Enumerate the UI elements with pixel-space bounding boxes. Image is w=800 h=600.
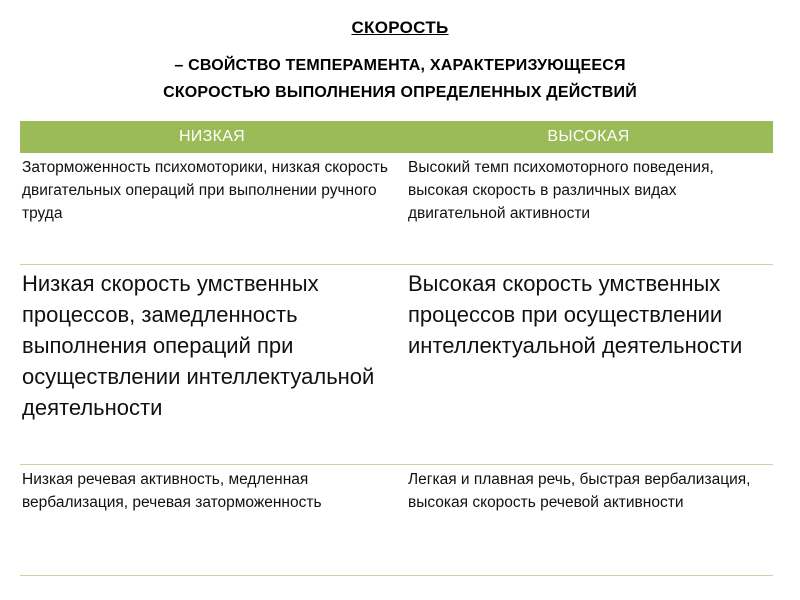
slide-subtitle	[60, 52, 740, 106]
cell-low: Низкая скорость умственных процессов, замедленность выполнения операций при осуществлении интеллектуальной деятельности	[20, 265, 404, 465]
cell-low: Низкая речевая активность, медленная вербализация, речевая заторможенность	[20, 465, 404, 576]
cell-high: Легкая и плавная речь, быстрая вербализация, высокая скорость речевой активности	[404, 465, 773, 576]
cell-high: Высокая скорость умственных процессов при осуществлении интеллектуальной деятельности	[404, 265, 773, 465]
table-row	[20, 265, 773, 465]
subtitle-line-2: СКОРОСТЬЮ ВЫПОЛНЕНИЯ ОПРЕДЕЛЕННЫХ ДЕЙСТВИЙ	[163, 84, 637, 101]
slide-title: СКОРОСТЬ	[351, 18, 449, 37]
table-row	[20, 153, 773, 265]
header-high: ВЫСОКАЯ	[404, 121, 773, 153]
cell-low: Заторможенность психомоторики, низкая скорость двигательных операций при выполнении ручного труда	[20, 153, 404, 265]
subtitle-line-1: – СВОЙСТВО ТЕМПЕРАМЕНТА, ХАРАКТЕРИЗУЮЩЕЕСЯ	[174, 57, 626, 74]
table-row	[20, 465, 773, 576]
cell-high: Высокий темп психомоторного поведения, высокая скорость в различных видах двигательной активности	[404, 153, 773, 265]
table-header-row	[20, 121, 773, 153]
comparison-table	[20, 121, 773, 576]
header-low: НИЗКАЯ	[20, 121, 404, 153]
